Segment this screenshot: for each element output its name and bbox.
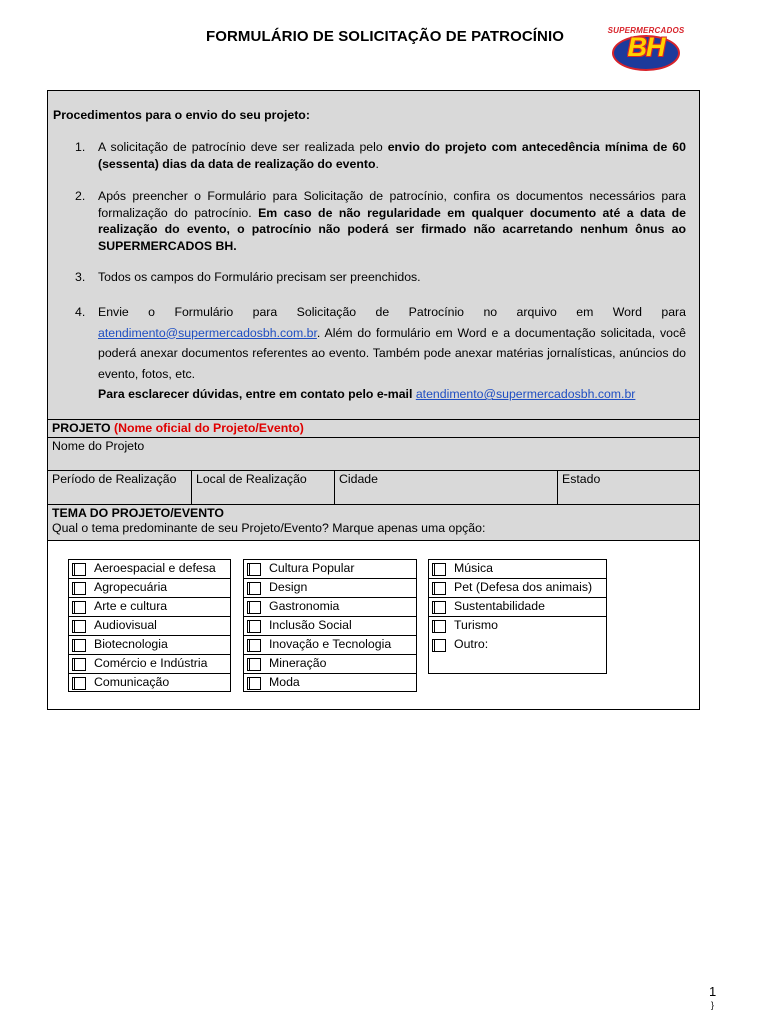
procedure-item-4 <box>75 302 686 405</box>
checkbox[interactable] <box>434 563 446 576</box>
procedure-number: 1. <box>75 140 86 154</box>
supermercados-bh-logo <box>606 26 686 74</box>
checkbox[interactable] <box>74 620 86 633</box>
procedure-text: . Além do formulário em Word e a documentação solicitada, você poderá anexar documentos referentes ao evento. Também pode anexar matérias jornalísticas, anúncios do evento, fotos, etc. <box>98 325 686 381</box>
theme-column-3 <box>428 559 607 674</box>
checkbox[interactable] <box>74 601 86 614</box>
state-field[interactable]: Estado <box>562 472 601 486</box>
theme-option[interactable]: Pet (Defesa dos animais) <box>429 579 606 598</box>
procedure-item-1 <box>75 139 686 172</box>
checkbox[interactable] <box>74 639 86 652</box>
theme-option[interactable]: Música <box>429 560 606 579</box>
procedure-item-3 <box>75 269 686 286</box>
theme-option[interactable]: Turismo <box>429 617 606 636</box>
procedure-text: A solicitação de patrocínio deve ser realizada pelo <box>98 140 388 154</box>
page-number: 1 <box>709 984 717 999</box>
checkbox[interactable] <box>74 658 86 671</box>
page-mark: } <box>711 1000 715 1010</box>
theme-option-other[interactable]: Outro: <box>429 636 606 674</box>
checkbox[interactable] <box>434 639 446 652</box>
checkbox[interactable] <box>249 658 261 671</box>
location-field[interactable]: Local de Realização <box>192 471 335 504</box>
theme-column-2 <box>243 559 417 692</box>
theme-option[interactable]: Mineração <box>244 655 416 674</box>
city-field[interactable]: Cidade <box>335 471 558 504</box>
theme-option[interactable]: Cultura Popular <box>244 560 416 579</box>
project-header-row <box>48 420 699 438</box>
procedure-text-bold: Em caso de não regularidade em qualquer documento até a data de realização do evento, o patrocínio não poderá ser firmado não acarretando nenhum ônus ao SUPERMERCADOS BH. <box>98 205 686 253</box>
checkbox[interactable] <box>249 639 261 652</box>
theme-question: Qual o tema predominante de seu Projeto/Evento? Marque apenas uma opção: <box>52 521 486 535</box>
checkbox[interactable] <box>249 601 261 614</box>
project-label-note: (Nome oficial do Projeto/Evento) <box>113 421 304 435</box>
theme-option[interactable]: Agropecuária <box>69 579 230 598</box>
contact-label: Para esclarecer dúvidas, entre em contato pelo e-mail <box>98 387 416 401</box>
period-field[interactable]: Período de Realização <box>48 471 192 504</box>
project-details-row <box>48 471 699 505</box>
contact-email-link[interactable]: atendimento@supermercadosbh.com.br <box>415 387 636 401</box>
procedure-text: Todos os campos do Formulário precisam ser preenchidos. <box>98 270 421 284</box>
project-label: PROJETO (Nome oficial do Projeto/Evento) <box>52 421 304 435</box>
theme-column-1 <box>68 559 231 692</box>
checkbox[interactable] <box>434 582 446 595</box>
project-name-field[interactable]: Nome do Projeto <box>52 439 145 453</box>
checkbox[interactable] <box>249 620 261 633</box>
theme-option[interactable]: Biotecnologia <box>69 636 230 655</box>
logo-top-text: SUPERMERCADOS <box>607 26 685 35</box>
theme-option[interactable]: Comunicação <box>69 674 230 693</box>
theme-option[interactable]: Design <box>244 579 416 598</box>
theme-option[interactable]: Aeroespacial e defesa <box>69 560 230 579</box>
checkbox[interactable] <box>74 563 86 576</box>
checkbox[interactable] <box>249 677 261 690</box>
checkbox[interactable] <box>249 563 261 576</box>
checkbox[interactable] <box>434 620 446 633</box>
email-link[interactable]: atendimento@supermercadosbh.com.br <box>98 325 317 340</box>
theme-option[interactable]: Moda <box>244 674 416 693</box>
procedure-item-2 <box>75 188 686 254</box>
logo-main-text: BH <box>627 32 665 62</box>
procedure-number: 3. <box>75 270 86 284</box>
checkbox[interactable] <box>434 601 446 614</box>
theme-option[interactable]: Inclusão Social <box>244 617 416 636</box>
theme-option[interactable]: Audiovisual <box>69 617 230 636</box>
procedures-section <box>48 91 699 420</box>
theme-option[interactable]: Comércio e Indústria <box>69 655 230 674</box>
checkbox[interactable] <box>74 677 86 690</box>
procedure-number: 4. <box>75 305 86 319</box>
theme-header-row <box>48 505 699 541</box>
procedure-text: Envie o Formulário para Solicitação de Patrocínio no arquivo em Word para <box>98 305 686 319</box>
theme-option[interactable]: Sustentabilidade <box>429 598 606 617</box>
theme-option[interactable]: Arte e cultura <box>69 598 230 617</box>
checkbox[interactable] <box>74 582 86 595</box>
theme-option[interactable]: Inovação e Tecnologia <box>244 636 416 655</box>
checkbox[interactable] <box>249 582 261 595</box>
procedures-heading: Procedimentos para o envio do seu projeto: <box>53 108 310 122</box>
project-name-row <box>48 438 699 471</box>
form-title: FORMULÁRIO DE SOLICITAÇÃO DE PATROCÍNIO <box>205 28 565 45</box>
procedure-number: 2. <box>75 189 86 203</box>
theme-option[interactable]: Gastronomia <box>244 598 416 617</box>
procedure-text-bold: envio do projeto com antecedência mínima de 60 (sessenta) dias da data de realização do evento <box>98 140 686 171</box>
procedure-text: Após preencher o Formulário para Solicitação de patrocínio, confira os documentos necessários para formalização do patrocínio. <box>98 189 686 220</box>
theme-heading: TEMA DO PROJETO/EVENTO <box>52 506 224 520</box>
procedure-text: . <box>375 156 379 171</box>
